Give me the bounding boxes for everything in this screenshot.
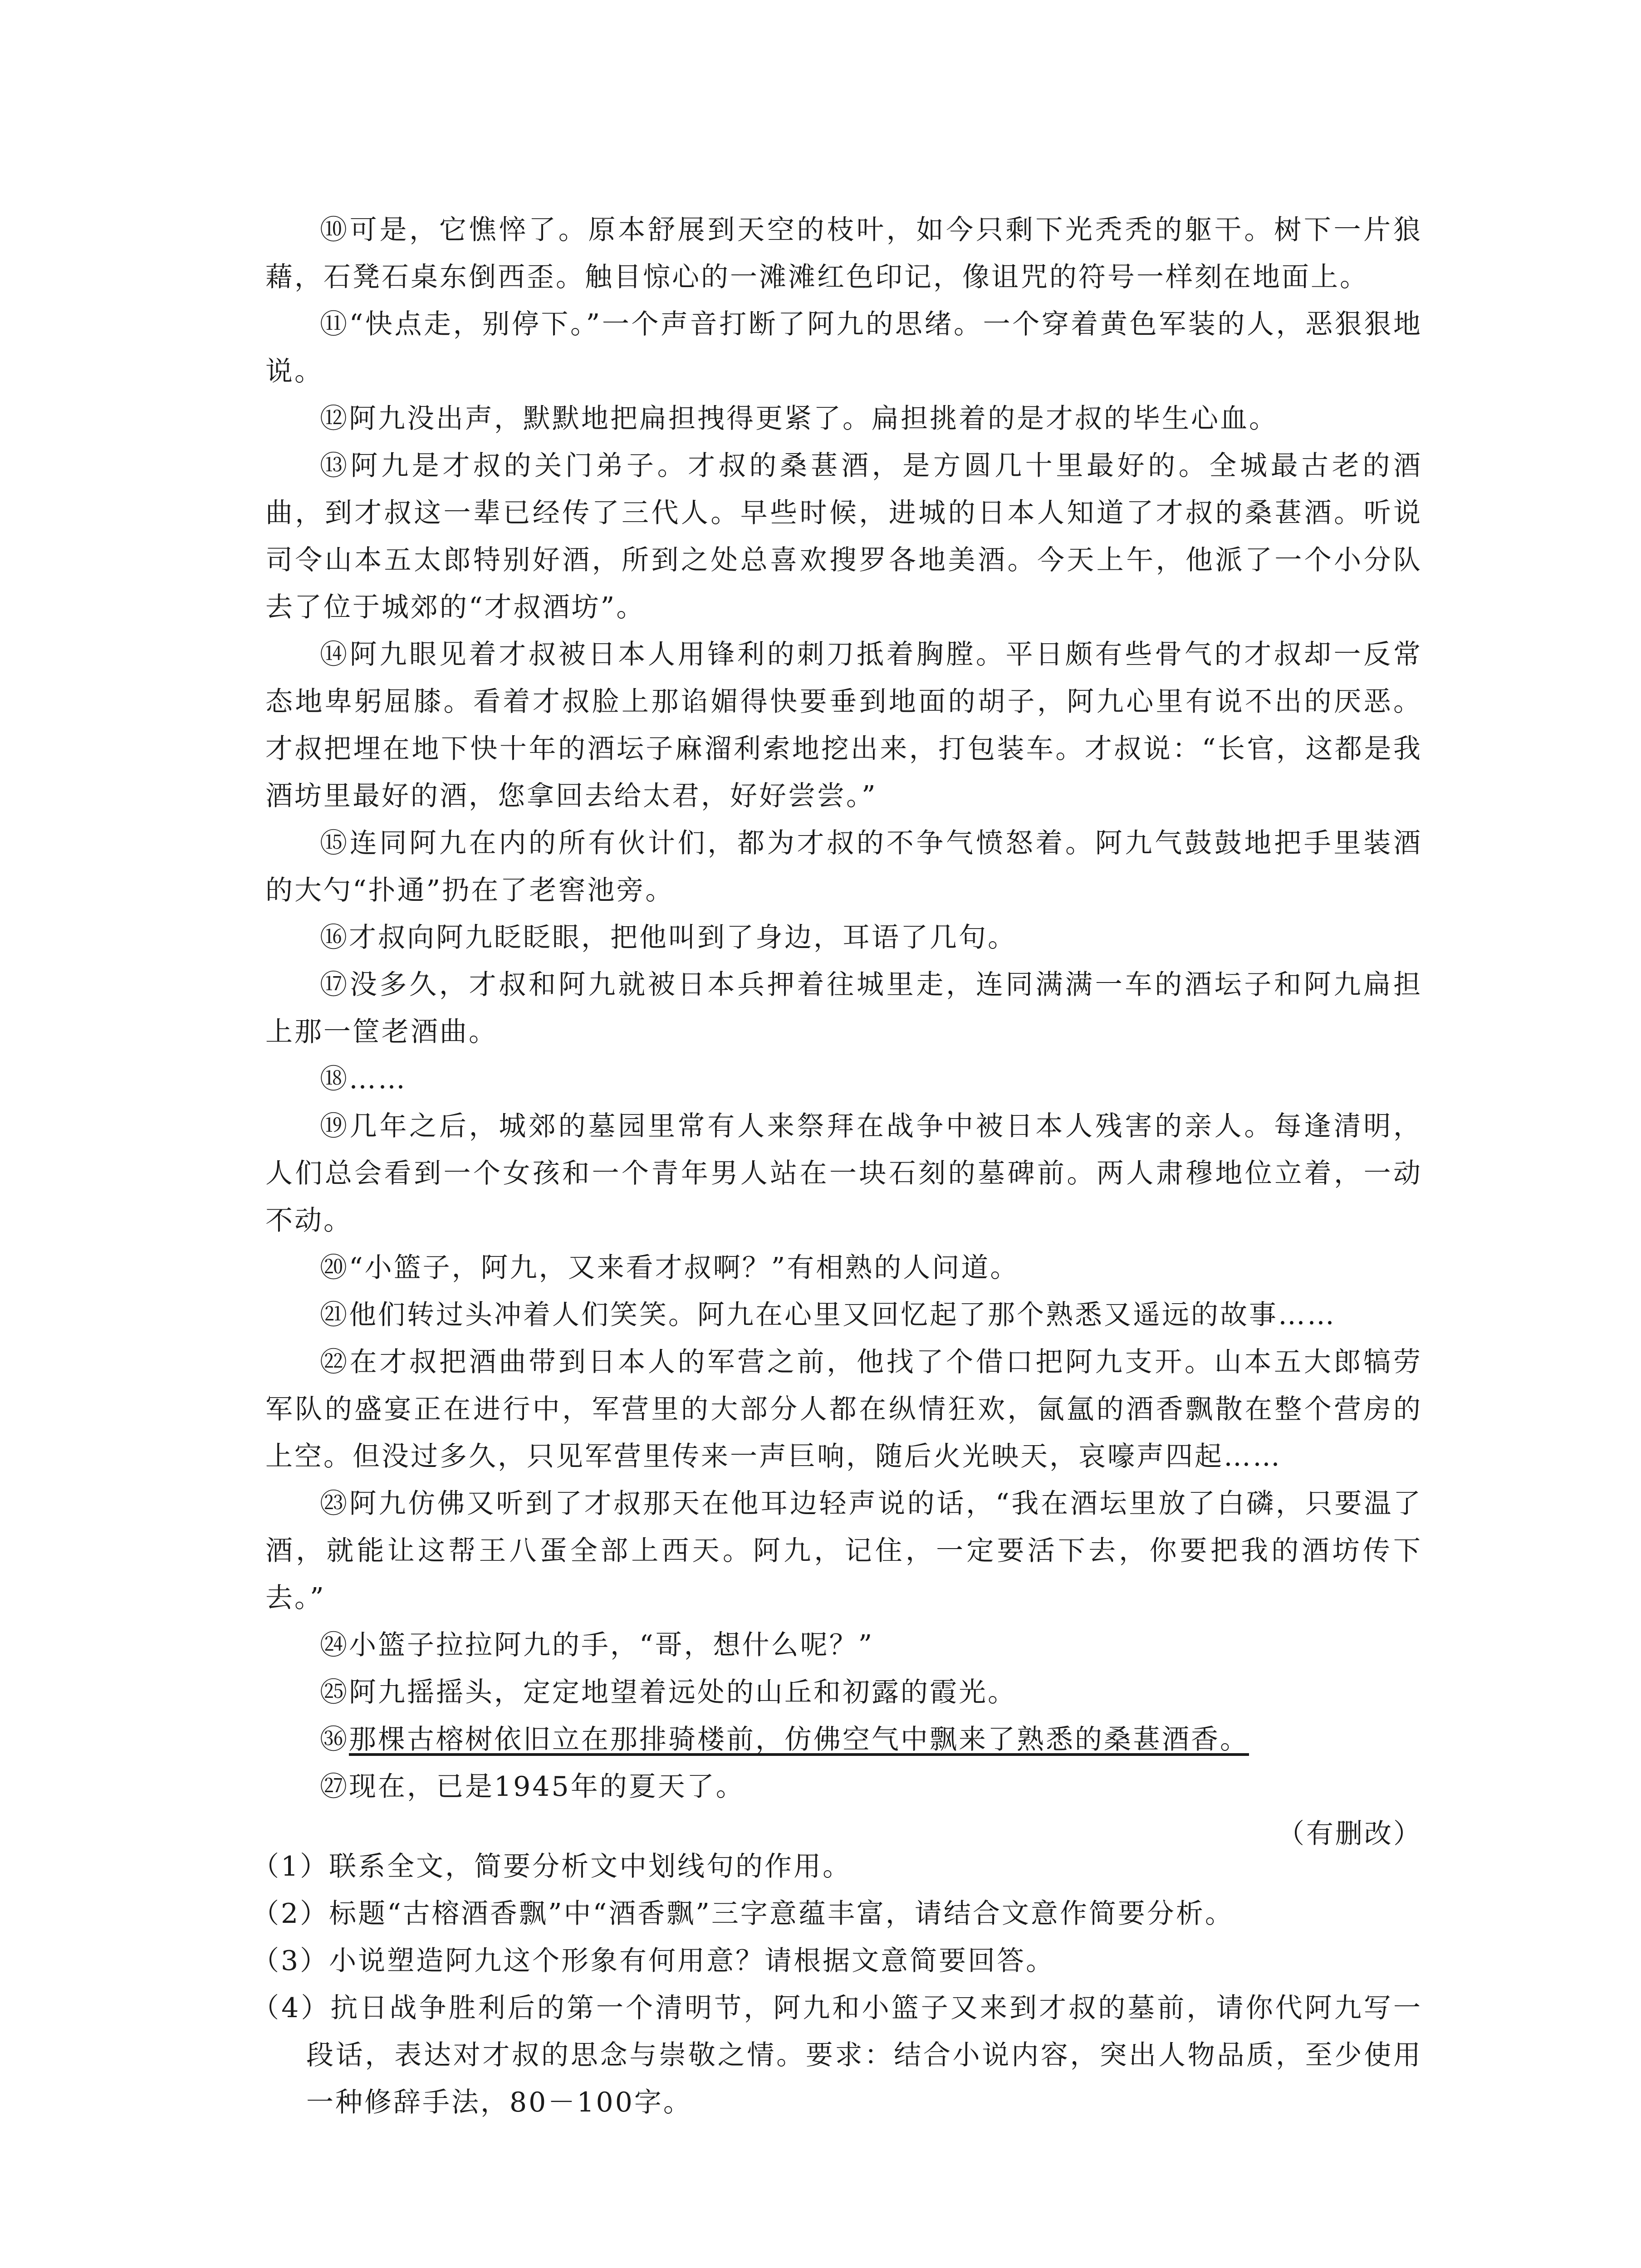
paragraph-22: ㉒在才叔把酒曲带到日本人的军营之前，他找了个借口把阿九支开。山本五大郎犒劳军队的盛宴正在进行中，军营里的大部分人都在纵情狂欢，氤氲的酒香飘散在整个营房的上空。但没过多久，只见军营里传来一声巨响，随后火光映天，哀嚎声四起…… [265, 1346, 1422, 1472]
question-list [252, 1843, 1422, 2126]
paragraph-16: ⑯才叔向阿九眨眨眼，把他叫到了身边，耳语了几句。 [320, 922, 1017, 953]
paragraph-14: ⑭阿九眼见着才叔被日本人用锋利的刺刀抵着胸膛。平日颇有些骨气的才叔却一反常态地卑躬屈膝。看着才叔脸上那谄媚得快要垂到地面的胡子，阿九心里有说不出的厌恶。才叔把埋在地下快十年的酒坛子麻溜利索地挖出来，打包装车。才叔说：“长官，这都是我酒坊里最好的酒，您拿回去给太君，好好尝尝。” [265, 639, 1422, 812]
question-1: （1）联系全文，简要分析文中划线句的作用。 [252, 1851, 852, 1882]
paragraph-19: ⑲几年之后，城郊的墓园里常有人来祭拜在战争中被日本人残害的亲人。每逢清明，人们总会看到一个女孩和一个青年男人站在一块石刻的墓碑前。两人肃穆地位立着，一动不动。 [265, 1110, 1422, 1237]
paragraph-20: ⑳“小篮子，阿九，又来看才叔啊？”有相熟的人问道。 [320, 1252, 1019, 1284]
paragraph-27: ㉗现在，已是1945年的夏天了。 [320, 1771, 745, 1803]
paragraph-13: ⑬阿九是才叔的关门弟子。才叔的桑葚酒，是方圆几十里最好的。全城最古老的酒曲，到才叔这一辈已经传了三代人。早些时候，进城的日本人知道了才叔的桑葚酒。听说司令山本五太郎特别好酒，所到之处总喜欢搜罗各地美酒。今天上午，他派了一个小分队去了位于城郊的“才叔酒坊”。 [265, 450, 1422, 623]
paragraph-26-number: ㊱ [320, 1724, 349, 1755]
source-note: （有删改） [1277, 1818, 1422, 1850]
underlined-sentence: 那棵古榕树依旧立在那排骑楼前，仿佛空气中飘来了熟悉的桑葚酒香。 [349, 1724, 1249, 1755]
paragraph-26 [265, 1716, 1422, 1763]
question-4: （4）抗日战争胜利后的第一个清明节，阿九和小篮子又来到才叔的墓前，请你代阿九写一段话，表达对才叔的思念与崇敬之情。要求：结合小说内容，突出人物品质，至少使用一种修辞手法，80－100字。 [252, 1992, 1422, 2118]
question-3: （3）小说塑造阿九这个形象有何用意？请根据文意简要回答。 [252, 1945, 1055, 1977]
paragraph-10: ⑩可是，它憔悴了。原本舒展到天空的枝叶，如今只剩下光秃秃的躯干。树下一片狼藉，石凳石桌东倒西歪。触目惊心的一滩滩红色印记，像诅咒的符号一样刻在地面上。 [265, 214, 1422, 293]
paragraph-25: ㉕阿九摇摇头，定定地望着远处的山丘和初露的霞光。 [320, 1677, 1017, 1708]
paragraph-17: ⑰没多久，才叔和阿九就被日本兵押着往城里走，连同满满一车的酒坛子和阿九扁担上那一筐老酒曲。 [265, 969, 1422, 1048]
paragraph-23: ㉓阿九仿佛又听到了才叔那天在他耳边轻声说的话，“我在酒坛里放了白磷，只要温了酒，就能让这帮王八蛋全部上西天。阿九，记住，一定要活下去，你要把我的酒坊传下去。” [265, 1488, 1422, 1614]
paragraph-11: ⑪“快点走，别停下。”一个声音打断了阿九的思绪。一个穿着黄色军装的人，恶狠狠地说。 [265, 308, 1422, 387]
paragraph-18: ⑱…… [320, 1063, 407, 1095]
story-text [265, 206, 1422, 1857]
paragraph-21: ㉑他们转过头冲着人们笑笑。阿九在心里又回忆起了那个熟悉又遥远的故事…… [320, 1299, 1336, 1331]
paragraph-12: ⑫阿九没出声，默默地把扁担拽得更紧了。扁担挑着的是才叔的毕生心血。 [320, 403, 1278, 435]
question-2: （2）标题“古榕酒香飘”中“酒香飘”三字意蕴丰富，请结合文意作简要分析。 [252, 1898, 1234, 1930]
paragraph-24: ㉔小篮子拉拉阿九的手，“哥，想什么呢？” [320, 1629, 874, 1661]
paragraph-15: ⑮连同阿九在内的所有伙计们，都为才叔的不争气愤怒着。阿九气鼓鼓地把手里装酒的大勺“扑通”扔在了老窖池旁。 [265, 827, 1422, 906]
